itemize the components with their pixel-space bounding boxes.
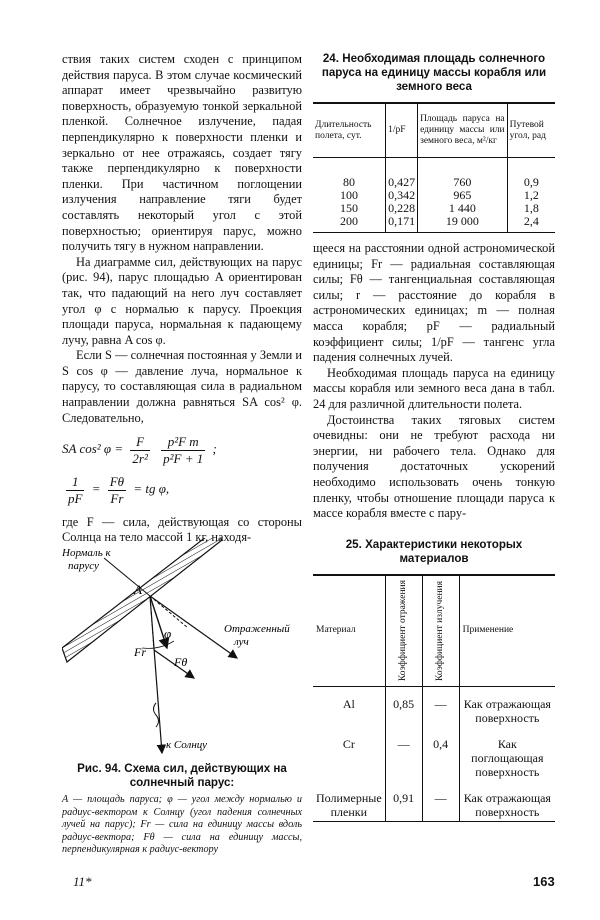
table-cell: — [422,781,459,822]
table-25 [313,574,555,822]
paragraph: ствия таких систем сходен с принципом действия паруса. В этом случае космический аппарат имеет чрезвычайно развитую поверхность, образуемую тонкой зеркальной пленкой. Солнечное излучение, падая перпендикулярно к поверхности пленки и зеркально от нее отражаясь, создает тягу также перпендикулярно к поверхности пленки. При частичном поглощении излучения направление тяги будет составлять некоторый угол с этой поверхностью; ориентируя парус, можно получить тягу в нужном направлении. [62,52,302,254]
table-24-header: Путевой угол, рад [507,103,555,158]
table-cell: — [422,686,459,727]
table-cell: 100 [340,188,359,202]
right-column [313,52,555,822]
table-row [313,727,555,781]
table-cell: 0,171 [386,215,418,233]
table-25-header: Применение [459,575,555,687]
table-cell: 19 000 [418,215,508,233]
force-diagram [62,538,302,760]
formula-1: SA cos² φ = $\frac{F}{\text{2r²}}$ $\frac{\text{p²F m}}{\text{p²F + 1}}$ ; [62,434,217,466]
table-cell: Как отражающая поверхность [459,781,555,822]
label-normal: Нормаль к парусу [62,547,111,572]
table-cell: 0,228 [386,202,418,215]
table-cell: 760 [418,158,508,190]
table-cell: 0,4 [422,727,459,781]
label-a: A [134,582,142,597]
caption-title: Рис. 94. Схема сил, действующих на солнечный парус: [77,762,287,789]
table-cell: 1,8 [507,202,555,215]
table-24-title: 24. Необходимая площадь солнечного паруса на единицу массы корабля или земного веса [321,52,547,93]
paragraph: Если S — солнечная постоянная у Земли и S cos φ — давление луча, нормальное к парусу, то составляющая сила в радиальном направлении должна равняться SA cos² φ. Следовательно, [62,348,302,425]
formula-2: $\frac{1}{pF}$ = $\frac{F\theta}{Fr}$ = tg φ, [68,474,170,507]
label-fr: Fr [134,645,146,659]
figure-caption [62,762,302,857]
table-cell: Как отражающая поверхность [459,686,555,727]
table-25-header: Коэффициент излучения [422,575,459,687]
table-cell: 0,427 [386,158,418,190]
table-24-header: 1/pF [386,103,418,158]
table-cell: 965 [418,189,508,202]
fraction: $\frac{F}{\text{2r²}}$ [132,434,148,466]
table-row [313,158,555,190]
table-24-header: Длительность полета, сут. [313,103,386,158]
table-cell: 0,9 [507,158,555,190]
table-cell: 0,85 [385,686,422,727]
paragraph: На диаграмме сил, действующих на парус (рис. 94), парус площадью A ориентирован так, что падающий на него луч составляет угол φ с нормалью к парусу. Проекция площади паруса, нормальная к падающему лучу, равна A cos φ. [62,254,302,347]
caption-legend: A — площадь паруса; φ — угол между нормалью и радиус-вектором к Солнцу (угол падения солнечных лучей на парус); Fr — сила на единицу массы вдоль радиус-вектора; Fθ — сила на единицу массы, перпендикулярная к радиус-вектору [62,794,302,855]
signature-mark: 11* [73,874,92,889]
label-phi: φ [164,626,172,641]
label-ftheta: Fθ [174,655,188,669]
paragraph: Необходимая площадь паруса на единицу массы корабля или земного веса дана в табл. 24 для различной длительности полета. [313,365,555,411]
paragraph: Достоинства таких тяговых систем очевидны: они не требуют расхода ни энергии, ни рабочего тела. Однако для получения достаточных ускорений необходимо использовать очень тонкую пленку, чтобы отношение площади паруса к массе корабля вместе с пару- [313,412,555,521]
sun-ray-line [150,596,162,753]
table-25-header: Материал [313,575,385,687]
table-cell: 200 [313,215,386,233]
left-column [62,52,302,546]
paragraph: щееся на расстоянии одной астрономической единицы; Fr — радиальная составляющая силы; Fθ — тангенциальная составляющая силы; r — расстояние до корабля в астрономических единицах; m — полная масса корабля; pF — радиальный коэффициент силы; 1/pF — тангенс угла падения солнечных лучей. [313,241,555,365]
table-cell: Al [342,696,355,711]
table-cell: 1,2 [507,189,555,202]
paragraph: где F — сила, действующая со стороны Солнца на тело массой 1 кг, находя- [62,514,302,545]
table-cell: 2,4 [507,215,555,233]
fraction: $\frac{1}{pF}$ [68,474,83,507]
fraction: $\frac{F\theta}{Fr}$ [109,474,125,507]
table-cell: 0,342 [386,189,418,202]
label-reflected: Отраженный луч [224,623,290,648]
table-row [313,215,555,233]
table-cell: — [385,727,422,781]
table-cell: Как поглощающая поверхность [459,727,555,781]
table-25-header: Коэффициент отражения [385,575,422,687]
formula-lhs: SA cos² φ = [62,441,124,457]
table-cell: Полимерные пленки [313,781,385,822]
table-cell: 150 [340,201,359,215]
table-cell: 1 440 [418,202,508,215]
table-cell: 0,91 [385,781,422,822]
table-24 [313,102,555,233]
table-24-header: Площадь паруса на единицу массы или земного веса, м²/кг [418,103,508,158]
table-row [313,781,555,822]
table-cell: 80 [343,175,356,189]
normal-line [104,558,150,596]
figure-94 [62,538,302,760]
table-25-title: 25. Характеристики некоторых материалов [345,537,523,565]
fraction: $\frac{\text{p²F m}}{\text{p²F + 1}}$ [163,434,204,466]
label-sun: к Солнцу [166,739,208,751]
table-cell: Cr [342,736,355,751]
page-number: 163 [533,874,555,889]
table-row [313,686,555,727]
